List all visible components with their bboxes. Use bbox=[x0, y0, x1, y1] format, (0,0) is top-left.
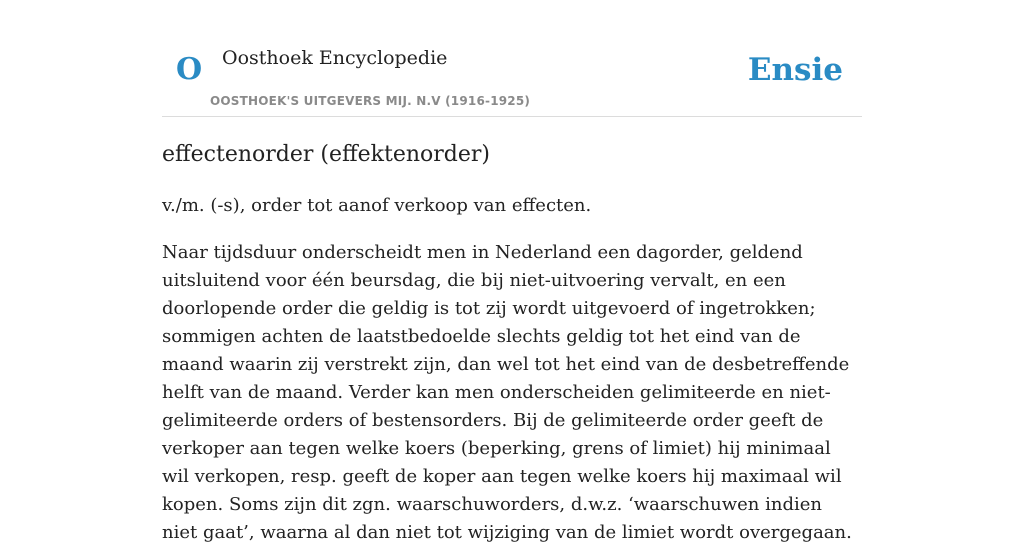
source-logo[interactable]: O bbox=[176, 52, 203, 87]
source-header bbox=[162, 0, 862, 117]
entry-body: Naar tijdsduur onderscheidt men in Nederland een dagorder, geldend uitsluitend voor één beursdag, die bij niet-uitvoering vervalt, en een doorlopende order die geldig is tot zij wordt uitgevoerd of ingetrokken; sommigen achten de laatstbedoelde slechts geldig tot het eind van de maand waarin zij verstrekt zijn, dan wel tot het eind van de desbetreffende helft van de maand. Verder kan men onderscheiden gelimiteerde en niet-gelimiteerde orders of bestensorders. Bij de gelimiteerde order geeft de verkoper aan tegen welke koers (beperking, grens of limiet) hij minimaal wil verkopen, resp. geeft de koper aan tegen welke koers hij maximaal wil kopen. Soms zijn dit zgn. waarschuworders, d.w.z. ‘waarschuwen indien niet gaat’, waarna al dan niet tot wijziging van de limiet wordt overgegaan. bbox=[162, 242, 852, 543]
publisher-label: OOSTHOEK'S UITGEVERS MIJ. N.V (1916-1925) bbox=[210, 94, 531, 108]
entry-title: effectenorder (effektenorder) bbox=[162, 142, 490, 167]
source-title[interactable]: Oosthoek Encyclopedie bbox=[222, 47, 448, 69]
page bbox=[162, 0, 862, 543]
ensie-logo[interactable]: Ensie bbox=[747, 52, 843, 88]
entry-definition: v./m. (-s), order tot aanof verkoop van effecten. bbox=[162, 195, 592, 216]
